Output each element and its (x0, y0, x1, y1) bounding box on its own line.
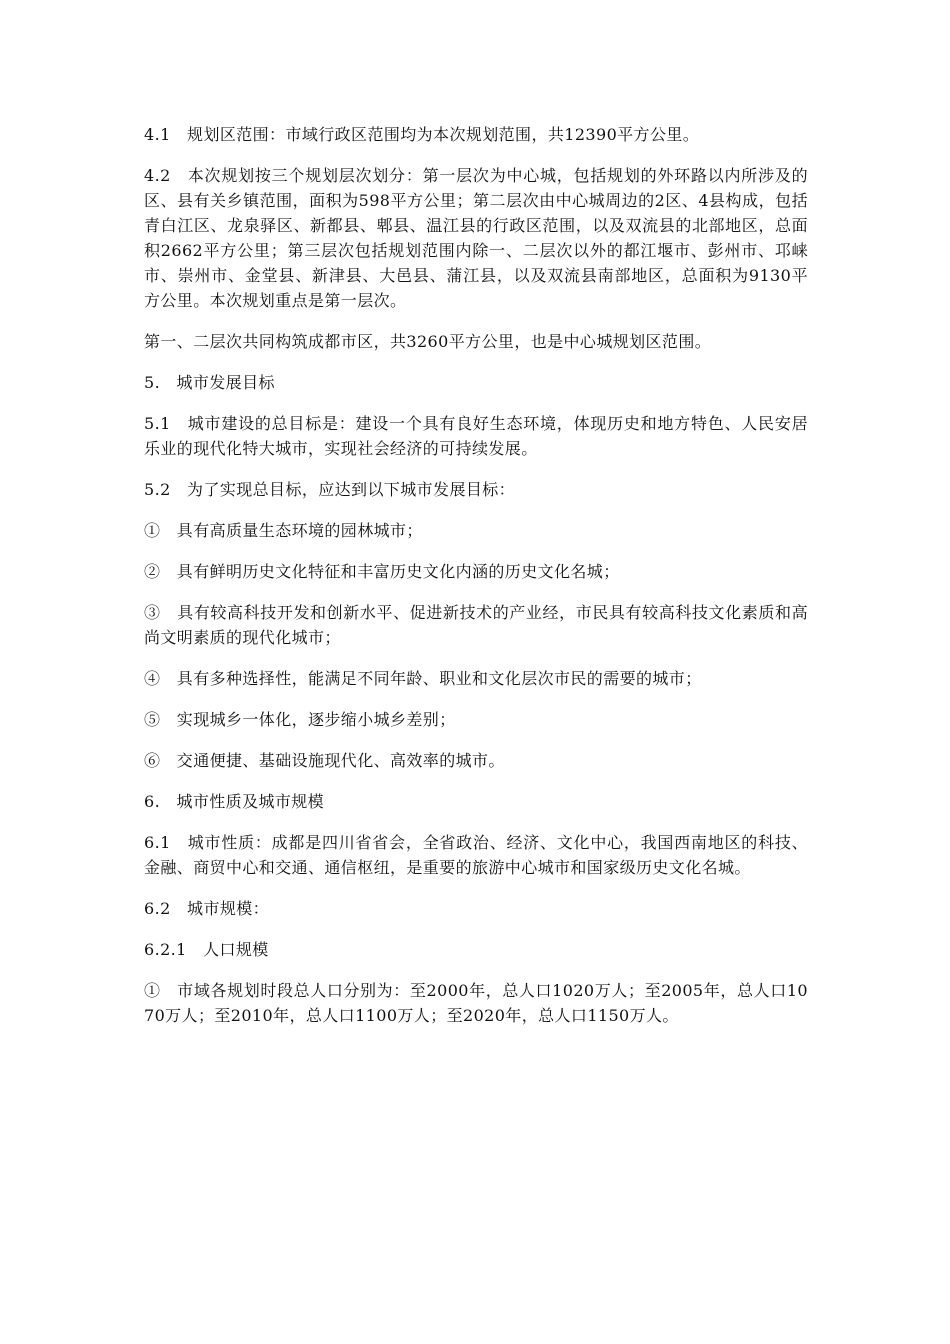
goal-item-4: ④ 具有多种选择性，能满足不同年龄、职业和文化层次市民的需要的城市； (144, 669, 702, 688)
population-item-1: ① 市域各规划时段总人口分别为：至2000年，总人口1020万人；至2005年，总人口1070万人；至2010年，总人口1100万人；至2020年，总人口1150万人。 (144, 981, 808, 1025)
goal-item-1: ① 具有高质量生态环境的园林城市； (144, 521, 423, 540)
heading-6-2-1: 6.2.1 人口规模 (144, 940, 269, 959)
paragraph-layers-summary: 第一、二层次共同构筑成都市区，共3260平方公里，也是中心城规划区范围。 (144, 332, 712, 351)
paragraph-5-2: 5.2 为了实现总目标，应达到以下城市发展目标： (144, 480, 516, 499)
paragraph-4-1: 4.1 规划区范围：市域行政区范围均为本次规划范围，共12390平方公里。 (144, 125, 700, 144)
document-body (144, 122, 808, 1044)
paragraph-5-1: 5.1 城市建设的总目标是：建设一个具有良好生态环境，体现历史和地方特色、人民安居乐业的现代化特大城市，实现社会经济的可持续发展。 (144, 414, 808, 458)
goal-item-3: ③ 具有较高科技开发和创新水平、促进新技术的产业经，市民具有较高科技文化素质和高尚文明素质的现代化城市； (144, 603, 808, 647)
paragraph-6-1: 6.1 城市性质：成都是四川省省会，全省政治、经济、文化中心，我国西南地区的科技、金融、商贸中心和交通、通信枢纽，是重要的旅游中心城市和国家级历史文化名城。 (144, 833, 808, 877)
heading-5: 5. 城市发展目标 (144, 373, 275, 392)
paragraph-6-2: 6.2 城市规模： (144, 899, 270, 918)
goal-item-2: ② 具有鲜明历史文化特征和丰富历史文化内涵的历史文化名城； (144, 562, 620, 581)
heading-6: 6. 城市性质及城市规模 (144, 792, 325, 811)
goal-item-6: ⑥ 交通便捷、基础设施现代化、高效率的城市。 (144, 751, 505, 770)
goal-item-5: ⑤ 实现城乡一体化，逐步缩小城乡差别； (144, 710, 456, 729)
paragraph-4-2: 4.2 本次规划按三个规划层次划分：第一层次为中心城，包括规划的外环路以内所涉及的区、县有关乡镇范围，面积为598平方公里；第二层次由中心城周边的2区、4县构成，包括青白江区、龙泉驿区、新都县、郫县、温江县的行政区范围，以及双流县的北部地区，总面积2662平方公里；第三层次包括规划范围内除一、二层次以外的都江堰市、彭州市、邛崃市、崇州市、金堂县、新津县、大邑县、蒲江县，以及双流县南部地区，总面积为9130平方公里。本次规划重点是第一层次。 (144, 166, 808, 310)
